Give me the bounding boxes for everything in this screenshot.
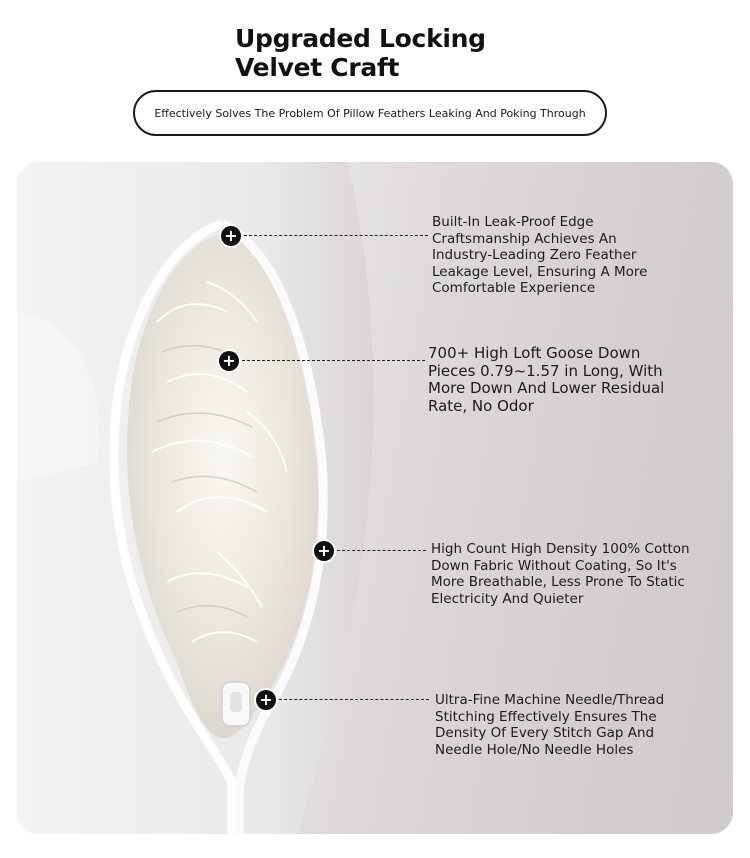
callout-leader-line xyxy=(279,699,429,700)
callout-goose-down: 700+ High Loft Goose Down Pieces 0.79~1.57 in Long, With More Down And Lower Residual Rate, No Odor xyxy=(428,344,665,415)
tagline-text: Effectively Solves The Problem Of Pillow Feathers Leaking And Poking Through xyxy=(154,106,586,120)
zipper-pull xyxy=(222,682,250,726)
page-title xyxy=(235,24,615,82)
plus-circle-icon[interactable]: + xyxy=(219,351,239,371)
callout-stitching: Ultra-Fine Machine Needle/Thread Stitching Effectively Ensures The Density Of Every Stitch Gap And Needle Hole/No Needle Holes xyxy=(435,692,665,758)
title-line-2: Velvet Craft xyxy=(235,53,400,82)
plus-circle-icon[interactable]: + xyxy=(314,541,334,561)
tagline-pill xyxy=(133,90,607,136)
callout-leader-line xyxy=(337,550,426,551)
title-line-1: Upgraded Locking xyxy=(235,24,486,53)
callout-leader-line xyxy=(242,360,425,361)
callout-leader-line xyxy=(244,235,428,236)
callout-leak-proof-edge: Built-In Leak-Proof Edge Craftsmanship Achieves An Industry-Leading Zero Feather Leakage Level, Ensuring A More Comfortable Experience xyxy=(432,214,648,296)
plus-circle-icon[interactable]: + xyxy=(221,226,241,246)
callout-cotton-fabric: High Count High Density 100% Cotton Down Fabric Without Coating, So It's More Breathable, Less Prone To Static Electricity And Quieter xyxy=(431,541,690,607)
plus-circle-icon[interactable]: + xyxy=(256,690,276,710)
